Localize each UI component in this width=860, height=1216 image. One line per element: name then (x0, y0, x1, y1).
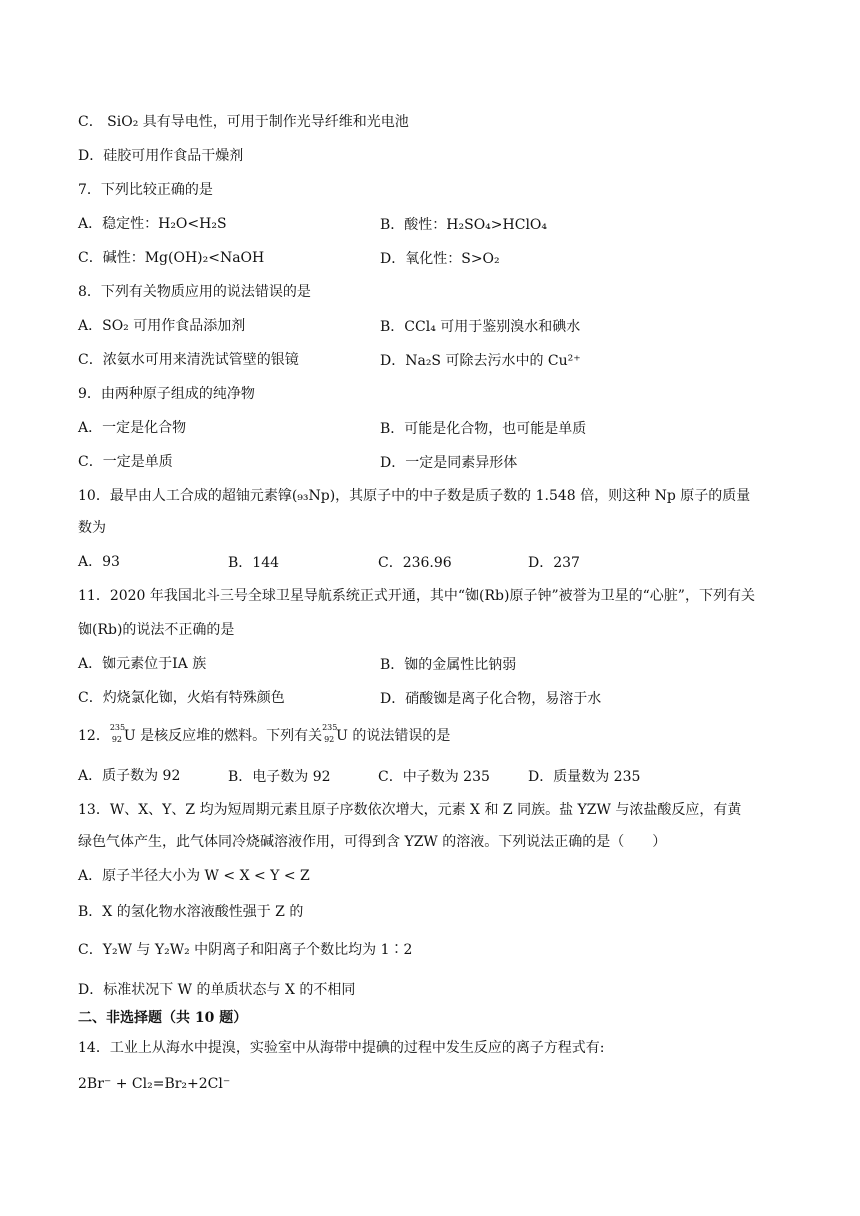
q12-stem: U 是核反应堆的燃料。下列有关 (123, 728, 323, 744)
q9-option-c: C．一定是单质 (78, 454, 173, 470)
question-13-cont: 绿色气体产生，此气体同冷烧碱溶液作用，可得到含 YZW 的溶液。下列说法正确的是（ ） (78, 834, 667, 850)
q7-option-c: C．碱性：Mg(OH)₂<NaOH (78, 250, 265, 266)
q13-option-a: A．原子半径大小为 W < X < Y < Z (78, 868, 310, 884)
q12-stem-end: U 的说法错误的是 (336, 728, 451, 744)
q12-option-c: C．中子数为 235 (378, 769, 490, 785)
question-10-cont: 数为 (78, 520, 106, 536)
q12-option-d: D．质量数为 235 (528, 769, 641, 785)
q10-option-b: B．144 (228, 555, 280, 571)
q7-option-b: B．酸性：H₂SO₄>HClO₄ (380, 217, 548, 233)
question-11-cont: 铷(Rb)的说法不正确的是 (78, 622, 235, 638)
question-12 (78, 723, 451, 746)
q10-option-a: A．93 (78, 554, 120, 570)
q8-option-b: B．CCl₄ 可用于鉴别溴水和碘水 (380, 319, 581, 335)
section-heading: 二、非选择题（共 10 题） (78, 1010, 248, 1026)
question-11: 11．2020 年我国北斗三号全球卫星导航系统正式开通，其中“铷(Rb)原子钟”被誉为卫星的“心脏”，下列有关 (78, 588, 755, 604)
isotope-notation: 235 92 (109, 723, 126, 744)
option-d-silica-gel: D．硅胶可用作食品干燥剂 (78, 148, 244, 164)
q8-option-c: C．浓氨水可用来清洗试管壁的银镜 (78, 352, 299, 368)
question-10: 10．最早由人工合成的超铀元素镎(₉₃Np)，其原子中的中子数是质子数的 1.548 倍，则这种 Np 原子的质量 (78, 488, 751, 504)
q11-option-b: B．铷的金属性比钠弱 (380, 657, 517, 673)
q10-option-d: D．237 (528, 555, 580, 571)
question-8: 8．下列有关物质应用的说法错误的是 (78, 284, 311, 300)
ionic-equation: 2Br⁻ + Cl₂=Br₂+2Cl⁻ (78, 1076, 231, 1092)
q8-option-d: D．Na₂S 可除去污水中的 Cu²⁺ (380, 353, 581, 369)
q12-option-a: A．质子数为 92 (78, 768, 181, 784)
q10-option-c: C．236.96 (378, 555, 452, 571)
q12-number: 12． (78, 728, 110, 744)
q9-option-a: A．一定是化合物 (78, 420, 187, 436)
q7-option-d: D．氧化性：S>O₂ (380, 251, 500, 267)
q13-option-b: B．X 的氢化物水溶液酸性强于 Z 的 (78, 904, 304, 920)
q11-option-c: C．灼烧氯化铷，火焰有特殊颜色 (78, 690, 285, 706)
q7-option-a: A．稳定性：H₂O<H₂S (78, 216, 227, 232)
question-13: 13．W、X、Y、Z 均为短周期元素且原子序数依次增大，元素 X 和 Z 同族。盐 YZW 与浓盐酸反应，有黄 (78, 802, 742, 818)
isotope-notation: 235 92 (322, 723, 338, 744)
q11-option-a: A．铷元素位于IA 族 (78, 656, 207, 672)
q11-option-d: D．硝酸铷是离子化合物，易溶于水 (380, 691, 602, 707)
question-9: 9．由两种原子组成的纯净物 (78, 386, 255, 402)
q9-option-b: B．可能是化合物，也可能是单质 (380, 421, 587, 437)
q13-option-c: C．Y₂W 与 Y₂W₂ 中阴离子和阳离子个数比均为 1∶2 (78, 942, 413, 958)
q12-option-b: B．电子数为 92 (228, 769, 331, 785)
q13-option-d: D．标准状况下 W 的单质状态与 X 的不相同 (78, 982, 356, 998)
option-c-sio2: C． SiO₂ 具有导电性，可用于制作光导纤维和光电池 (78, 114, 409, 130)
q9-option-d: D．一定是同素异形体 (380, 455, 518, 471)
question-14: 14．工业上从海水中提溴，实验室中从海带中提碘的过程中发生反应的离子方程式有: (78, 1040, 605, 1056)
question-7: 7．下列比较正确的是 (78, 182, 213, 198)
q8-option-a: A．SO₂ 可用作食品添加剂 (78, 318, 246, 334)
